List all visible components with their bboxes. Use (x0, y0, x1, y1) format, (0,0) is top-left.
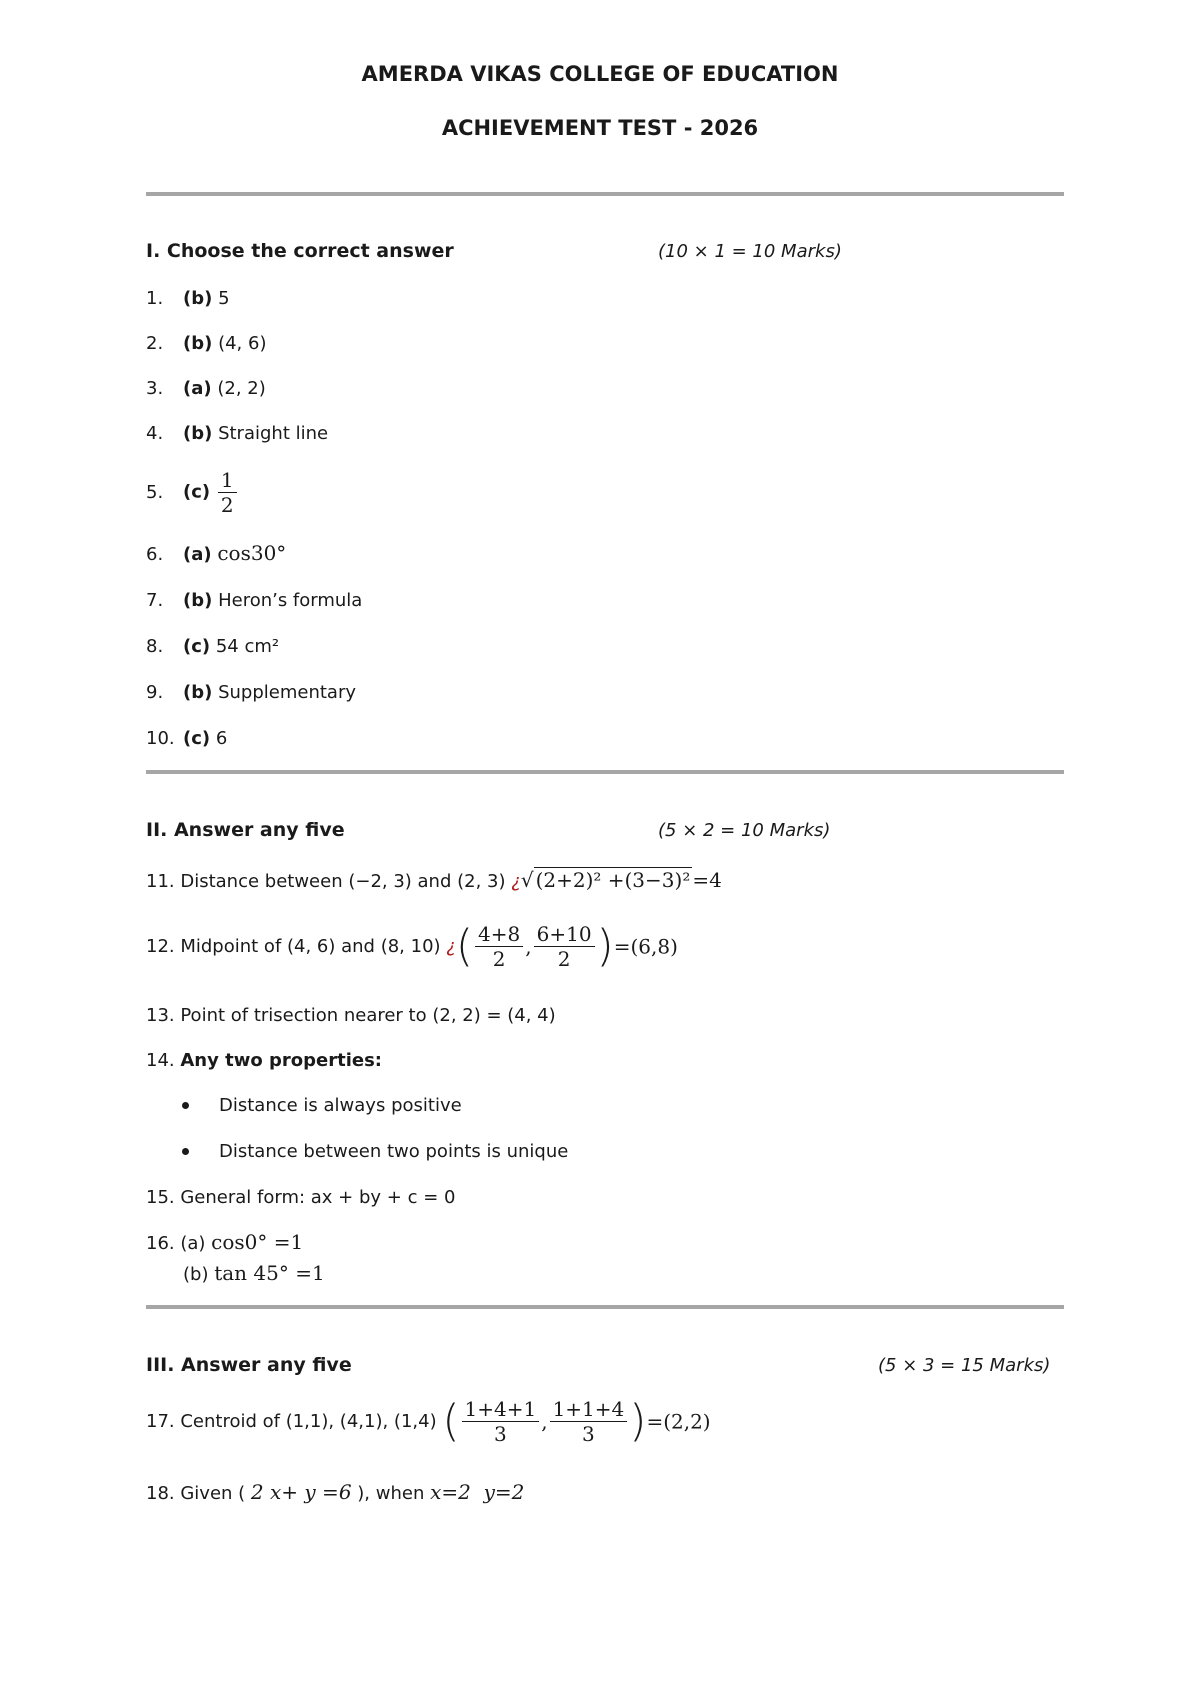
condition: x=2 y=2 (430, 1480, 525, 1504)
left-paren: ( (442, 1395, 460, 1447)
mcq-answer: cos30° (217, 541, 287, 565)
mcq-answer: (2, 2) (217, 378, 266, 399)
mcq-num: 5. (146, 481, 164, 503)
mcq-answer: Straight line (218, 423, 329, 444)
question-16a (146, 1230, 303, 1254)
mcq-item (146, 728, 227, 749)
list-item: Distance between two points is unique (219, 1141, 569, 1162)
result: =(6,8) (613, 934, 678, 959)
fraction (475, 922, 523, 971)
mcq-option: (c) (183, 636, 211, 657)
mcq-answer: 6 (215, 728, 228, 749)
mcq-item (146, 682, 356, 703)
comma: , (541, 1409, 548, 1434)
mcq-num: 3. (146, 378, 164, 399)
question-text: 17. Centroid of (1,1), (4,1), (1,4) (146, 1411, 437, 1432)
mcq-option: (a) (183, 378, 212, 399)
question-11 (146, 868, 722, 892)
formula-glyph: ¿ (511, 871, 521, 892)
mcq-item (146, 590, 362, 611)
section3-marks: (5 × 3 = 15 Marks) (878, 1355, 1051, 1376)
mcq-option: (b) (183, 288, 213, 309)
mcq-num: 4. (146, 423, 164, 444)
mcq-item (146, 288, 230, 309)
mcq-num: 8. (146, 636, 164, 657)
fraction-numerator: 4+8 (475, 922, 523, 947)
mcq-option: (a) (183, 544, 212, 565)
fraction (218, 468, 237, 517)
result: =(2,2) (646, 1409, 711, 1434)
mcq-answer: 5 (218, 288, 230, 309)
comma: , (525, 934, 532, 959)
question-18 (146, 1480, 524, 1504)
mcq-item (146, 468, 239, 517)
mcq-option: (c) (183, 728, 211, 749)
question-title: Any two properties: (180, 1050, 382, 1071)
question-text-mid: ), when (357, 1483, 425, 1504)
bullet-icon (182, 1102, 189, 1109)
fraction-numerator: 6+10 (534, 922, 595, 947)
mcq-item (146, 423, 328, 444)
mcq-item (146, 333, 266, 354)
fraction-numerator: 1 (218, 468, 237, 493)
question-14 (146, 1050, 382, 1071)
mcq-answer: Supplementary (218, 682, 356, 703)
question-text: 11. Distance between (−2, 3) and (2, 3) (146, 871, 506, 892)
section1-marks: (10 × 1 = 10 Marks) (658, 241, 842, 262)
mcq-num: 10. (146, 728, 175, 749)
section3-title: III. Answer any five (146, 1354, 352, 1376)
section2-marks: (5 × 2 = 10 Marks) (658, 820, 831, 841)
mcq-answer: Heron’s formula (218, 590, 363, 611)
mcq-item (146, 378, 266, 399)
fraction-denominator: 3 (493, 1422, 507, 1446)
fraction (534, 922, 595, 971)
part-label: 16. (a) (146, 1233, 206, 1254)
left-paren: ( (455, 920, 474, 972)
fraction-denominator: 2 (220, 493, 234, 517)
mcq-answer: 54 cm² (215, 636, 280, 657)
formula: tan 45° =1 (214, 1261, 325, 1285)
fraction (462, 1397, 540, 1446)
formula-glyph: ¿ (446, 936, 456, 957)
question-16b (183, 1261, 325, 1285)
section2-title: II. Answer any five (146, 819, 345, 841)
divider (146, 1305, 1064, 1309)
question-13: 13. Point of trisection nearer to (2, 2) = (4, 4) (146, 1005, 556, 1026)
radicand: (2+2)² +(3−3)² (535, 868, 691, 892)
mcq-num: 6. (146, 544, 164, 565)
mcq-option: (b) (183, 333, 213, 354)
mcq-answer: (4, 6) (218, 333, 267, 354)
mcq-option: (b) (183, 423, 213, 444)
fraction (550, 1397, 628, 1446)
question-text: 18. Given ( (146, 1483, 246, 1504)
fraction-denominator: 3 (582, 1422, 595, 1446)
mcq-num: 9. (146, 682, 164, 703)
mcq-num: 1. (146, 288, 164, 309)
section1-title: I. Choose the correct answer (146, 240, 454, 262)
question-17 (146, 1397, 711, 1446)
college-name: AMERDA VIKAS COLLEGE OF EDUCATION (361, 62, 839, 86)
right-paren: ) (596, 920, 614, 972)
divider (146, 192, 1064, 196)
right-paren: ) (629, 1395, 647, 1447)
question-12 (146, 922, 678, 971)
part-label: (b) (183, 1264, 209, 1285)
mcq-num: 7. (146, 590, 164, 611)
fraction-numerator: 1+4+1 (462, 1397, 540, 1422)
fraction-denominator: 2 (492, 947, 506, 971)
bullet-icon (182, 1148, 189, 1155)
equation: 2 x+ y =6 (250, 1480, 352, 1504)
mcq-option: (b) (183, 590, 213, 611)
divider (146, 770, 1064, 774)
sqrt-symbol: √ (520, 868, 534, 892)
mcq-num: 2. (146, 333, 164, 354)
mcq-item (146, 541, 286, 565)
question-15: 15. General form: ax + by + c = 0 (146, 1187, 456, 1208)
formula: cos0° =1 (211, 1230, 304, 1254)
test-title: ACHIEVEMENT TEST - 2026 (441, 116, 759, 140)
mcq-item (146, 636, 279, 657)
fraction-denominator: 2 (557, 947, 571, 971)
question-num: 14. (146, 1050, 175, 1071)
fraction-numerator: 1+1+4 (550, 1397, 628, 1422)
mcq-option: (b) (183, 682, 213, 703)
list-item: Distance is always positive (219, 1095, 462, 1116)
mcq-option: (c) (183, 481, 211, 503)
result: =4 (692, 868, 722, 892)
question-text: 12. Midpoint of (4, 6) and (8, 10) (146, 936, 441, 957)
